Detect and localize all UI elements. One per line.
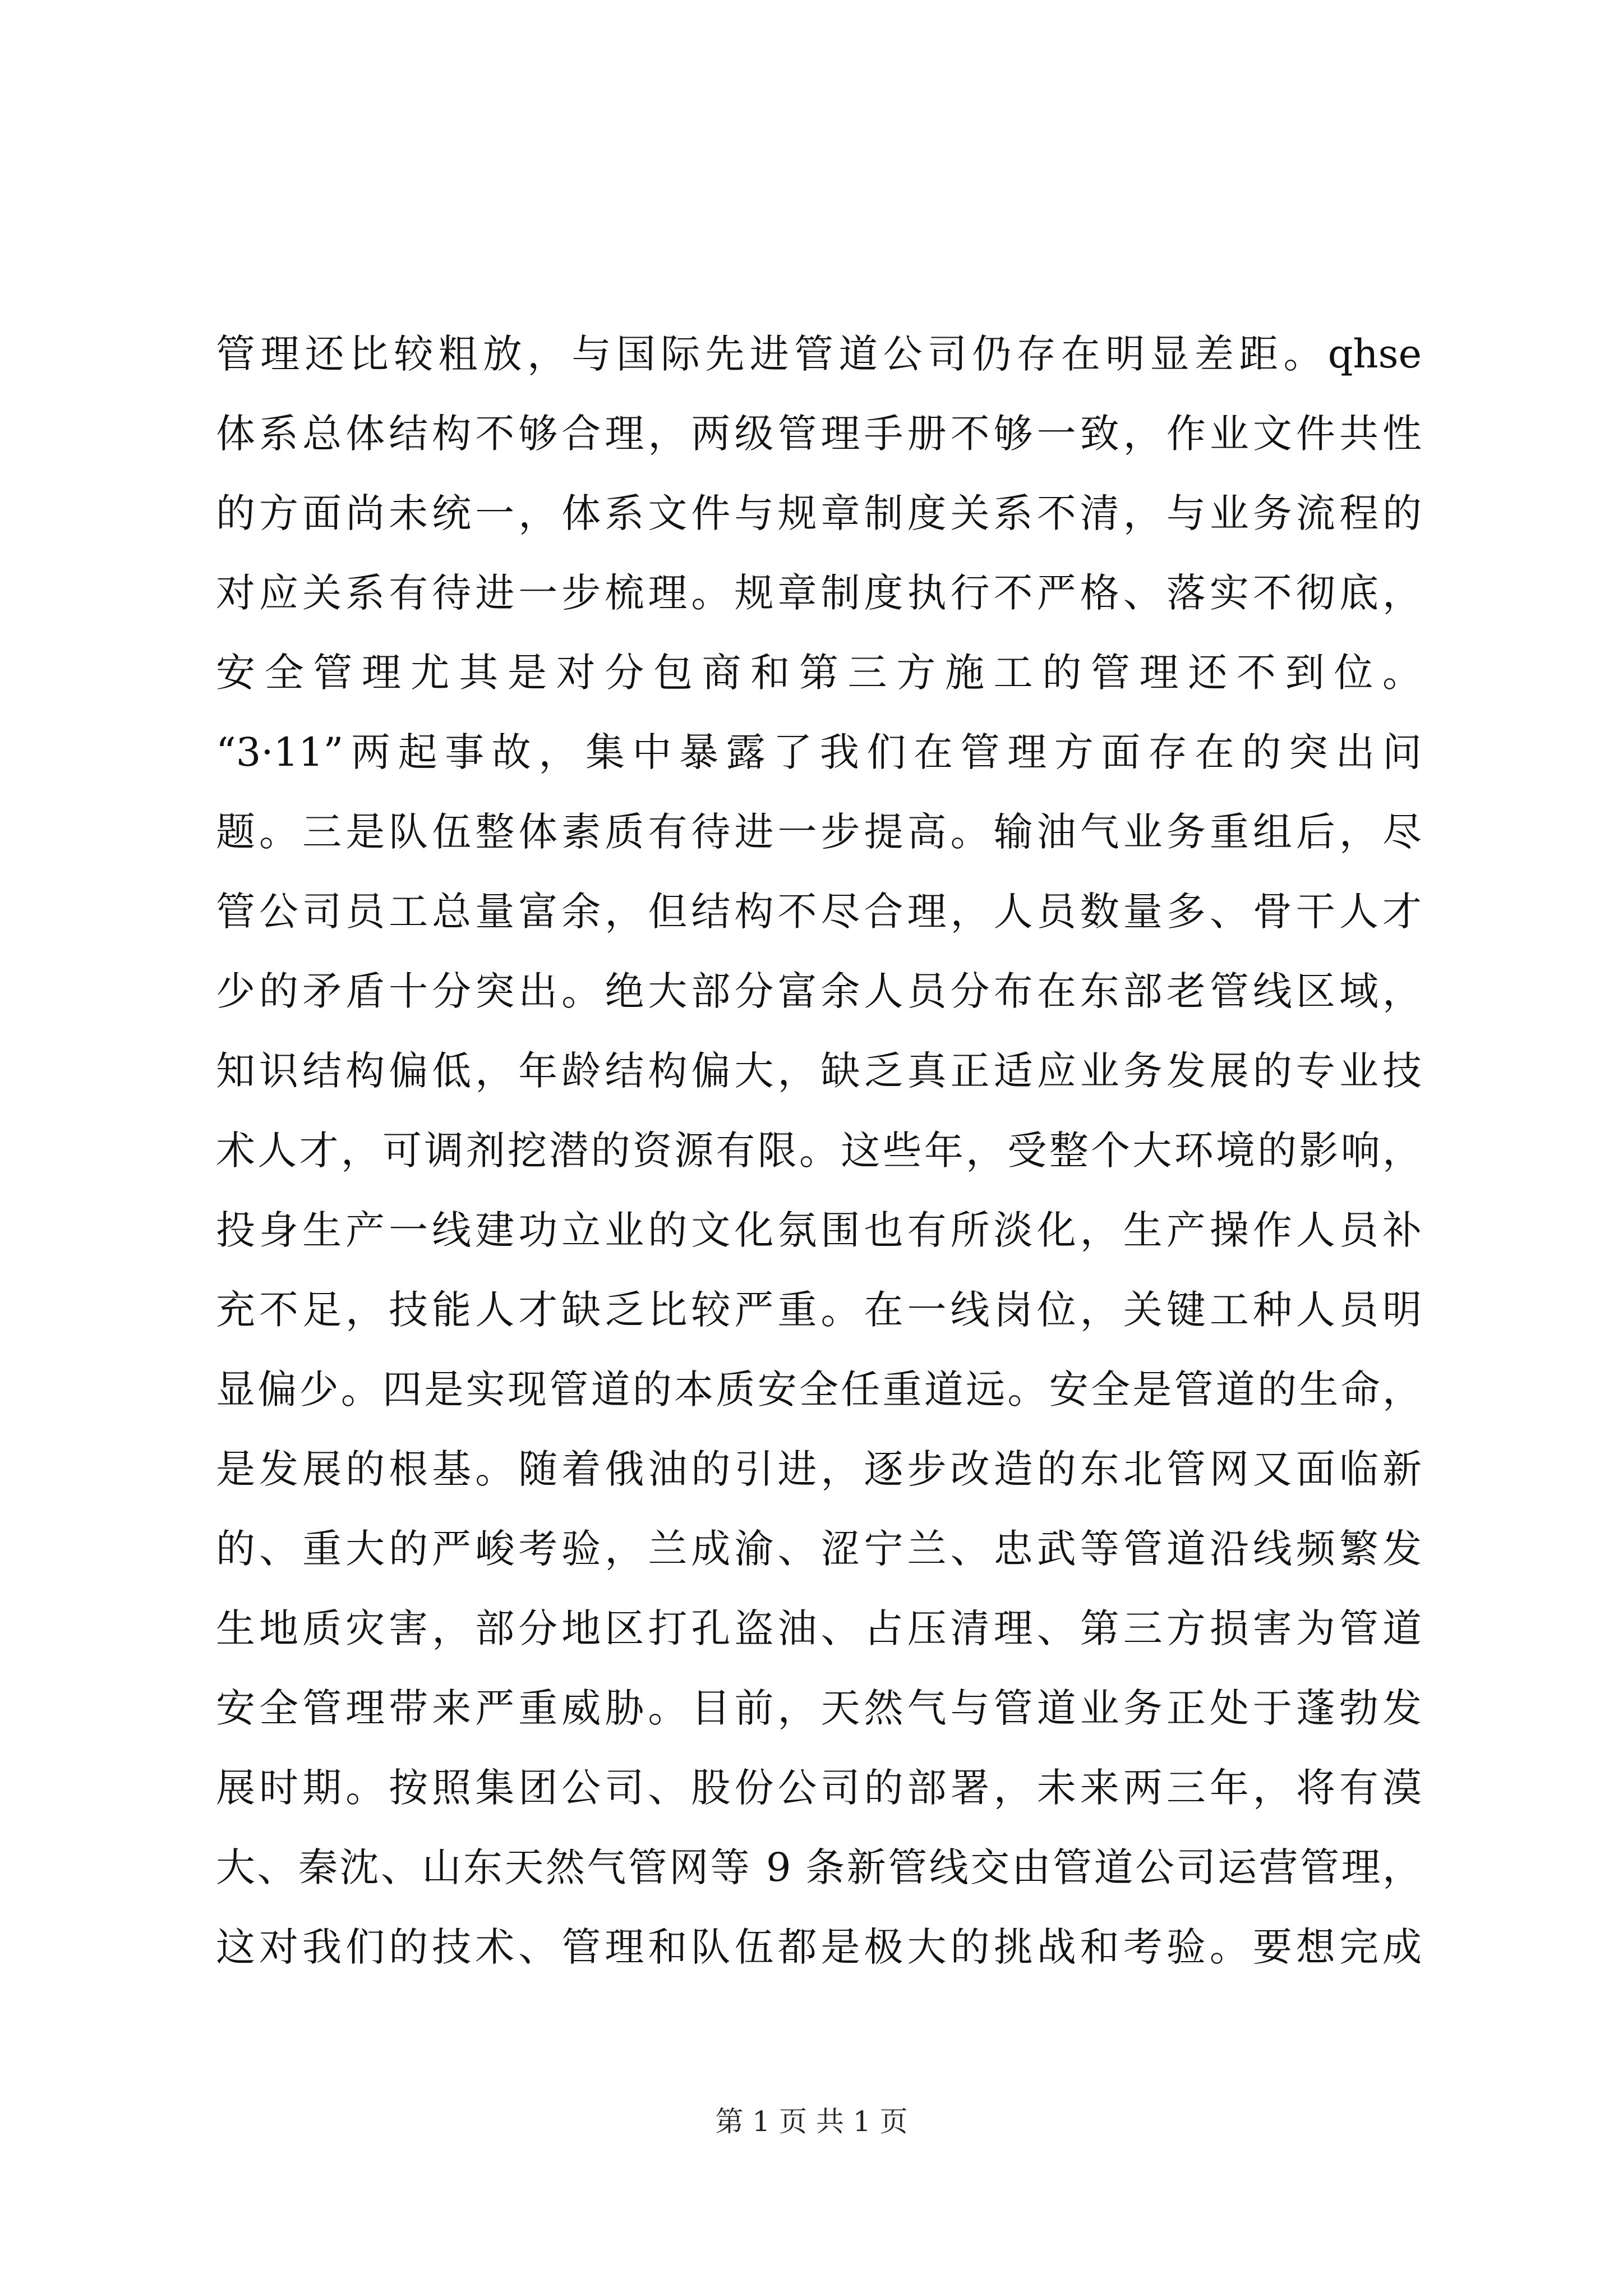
text-line: “3·11”两起事故，集中暴露了我们在管理方面存在的突出问 — [216, 729, 1422, 775]
text-line: 管理还比较粗放，与国际先进管道公司仍存在明显差距。qhse — [216, 331, 1422, 377]
text-line: 题。三是队伍整体素质有待进一步提高。输油气业务重组后，尽 — [216, 809, 1422, 855]
text-line: 的方面尚未统一，体系文件与规章制度关系不清，与业务流程的 — [216, 490, 1422, 536]
text-line: 的、重大的严峻考验，兰成渝、涩宁兰、忠武等管道沿线频繁发 — [216, 1526, 1422, 1572]
text-line: 安全管理尤其是对分包商和第三方施工的管理还不到位。 — [216, 650, 1422, 696]
text-line: 对应关系有待进一步梳理。规章制度执行不严格、落实不彻底， — [216, 570, 1422, 616]
text-line: 这对我们的技术、管理和队伍都是极大的挑战和考验。要想完成 — [216, 1924, 1422, 1970]
text-line: 安全管理带来严重威胁。目前，天然气与管道业务正处于蓬勃发 — [216, 1685, 1422, 1731]
text-line: 体系总体结构不够合理，两级管理手册不够一致，作业文件共性 — [216, 411, 1422, 457]
body-text — [216, 314, 1422, 1987]
text-line: 生地质灾害，部分地区打孔盗油、占压清理、第三方损害为管道 — [216, 1605, 1422, 1651]
text-line: 大、秦沈、山东天然气管网等 9 条新管线交由管道公司运营管理， — [216, 1844, 1422, 1890]
text-line: 知识结构偏低，年龄结构偏大，缺乏真正适应业务发展的专业技 — [216, 1048, 1422, 1094]
text-line: 显偏少。四是实现管道的本质安全任重道远。安全是管道的生命， — [216, 1366, 1422, 1412]
text-line: 管公司员工总量富余，但结构不尽合理，人员数量多、骨干人才 — [216, 889, 1422, 935]
text-line: 是发展的根基。随着俄油的引进，逐步改造的东北管网又面临新 — [216, 1446, 1422, 1492]
text-line: 投身生产一线建功立业的文化氛围也有所淡化，生产操作人员补 — [216, 1207, 1422, 1253]
text-line: 充不足，技能人才缺乏比较严重。在一线岗位，关键工种人员明 — [216, 1287, 1422, 1333]
text-line: 少的矛盾十分突出。绝大部分富余人员分布在东部老管线区域， — [216, 968, 1422, 1014]
text-line: 展时期。按照集团公司、股份公司的部署，未来两三年，将有漠 — [216, 1765, 1422, 1811]
page-footer: 第 1 页 共 1 页 — [715, 2105, 908, 2138]
text-line: 术人才，可调剂挖潜的资源有限。这些年，受整个大环境的影响， — [216, 1128, 1422, 1174]
